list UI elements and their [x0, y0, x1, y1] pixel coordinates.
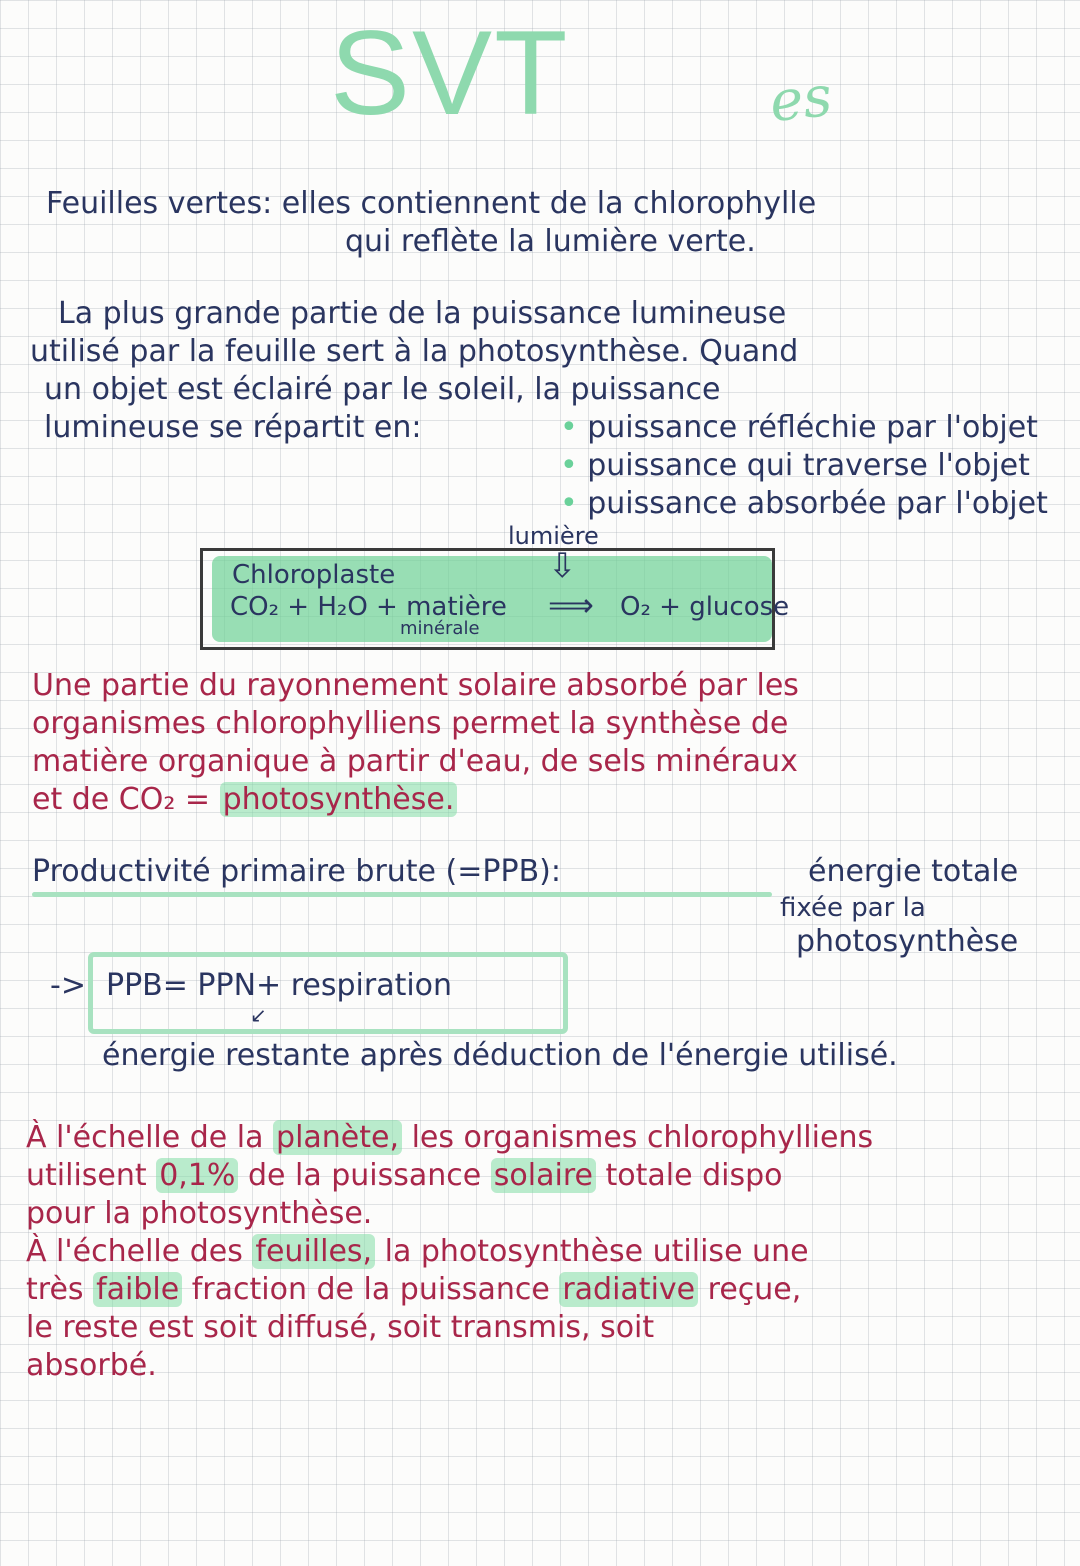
title-tag: es [766, 63, 836, 136]
ppb-term: Productivité primaire brute (=PPB): [32, 854, 561, 889]
bullet-absorbed: • puissance absorbée par l'objet [560, 486, 1048, 521]
para3-line-4: À l'échelle des feuilles, la photosynthèse utilise une [26, 1234, 809, 1269]
ppb-def-3: photosynthèse [796, 924, 1019, 959]
para1-line-3: un objet est éclairé par le soleil, la puissance [44, 372, 721, 407]
reaction-arrow-icon: ⟹ [548, 586, 594, 624]
highlight-radiative: radiative [559, 1272, 698, 1307]
bullet-dot-icon: • [560, 448, 588, 483]
reactants: CO₂ + H₂O + matière [230, 592, 507, 622]
highlight-solaire: solaire [491, 1158, 596, 1193]
small-arrow-icon: ↙ [250, 1003, 267, 1027]
highlight-planete: planète, [273, 1120, 402, 1155]
highlight-feuilles: feuilles, [252, 1234, 375, 1269]
ppn-note: énergie restante après déduction de l'énergie utilisé. [102, 1038, 898, 1073]
intro-line-2: qui reflète la lumière verte. [345, 224, 756, 259]
para1-line-1: La plus grande partie de la puissance lumineuse [58, 296, 787, 331]
ppb-def-1: énergie totale [808, 854, 1019, 889]
highlight-photosynthese: photosynthèse. [220, 782, 458, 817]
products: O₂ + glucose [620, 592, 790, 622]
para3-line-1: À l'échelle de la planète, les organismes chlorophylliens [26, 1120, 874, 1155]
ppb-def-2: fixée par la [780, 893, 926, 923]
para3-line-2: utilisent 0,1% de la puissance solaire totale dispo [26, 1158, 783, 1193]
highlight-percent: 0,1% [156, 1158, 238, 1193]
bullet-dot-icon: • [560, 486, 588, 521]
highlight-faible: faible [93, 1272, 182, 1307]
para1-line-4: lumineuse se répartit en: [44, 410, 422, 445]
para1-line-2: utilisé par la feuille sert à la photosynthèse. Quand [30, 334, 799, 369]
para3-line-5: très faible fraction de la puissance radiative reçue, [26, 1272, 802, 1307]
arrow-icon: -> [50, 968, 86, 1003]
para2-line-3: matière organique à partir d'eau, de sels minéraux [32, 744, 798, 779]
chloroplast-label: Chloroplaste [232, 560, 396, 590]
bullet-transmitted: • puissance qui traverse l'objet [560, 448, 1030, 483]
light-label: lumière [508, 522, 599, 550]
para2-line-2: organismes chlorophylliens permet la synthèse de [32, 706, 789, 741]
ppb-underline [32, 892, 772, 897]
para2-line-1: Une partie du rayonnement solaire absorbé par les [32, 668, 799, 703]
page-title: SVT [330, 6, 570, 140]
bullet-reflected: • puissance réfléchie par l'objet [560, 410, 1038, 445]
ppb-formula: PPB= PPN+ respiration [106, 968, 453, 1003]
para3-line-6: le reste est soit diffusé, soit transmis, soit [26, 1310, 655, 1345]
intro-line-1: Feuilles vertes: elles contiennent de la chlorophylle [46, 186, 817, 221]
bullet-dot-icon: • [560, 410, 588, 445]
reactants-subtext: minérale [400, 618, 480, 639]
down-arrow-icon: ⇩ [548, 546, 577, 586]
para2-line-4: et de CO₂ = photosynthèse. [32, 782, 457, 818]
para3-line-3: pour la photosynthèse. [26, 1196, 373, 1231]
para3-line-7: absorbé. [26, 1348, 157, 1383]
